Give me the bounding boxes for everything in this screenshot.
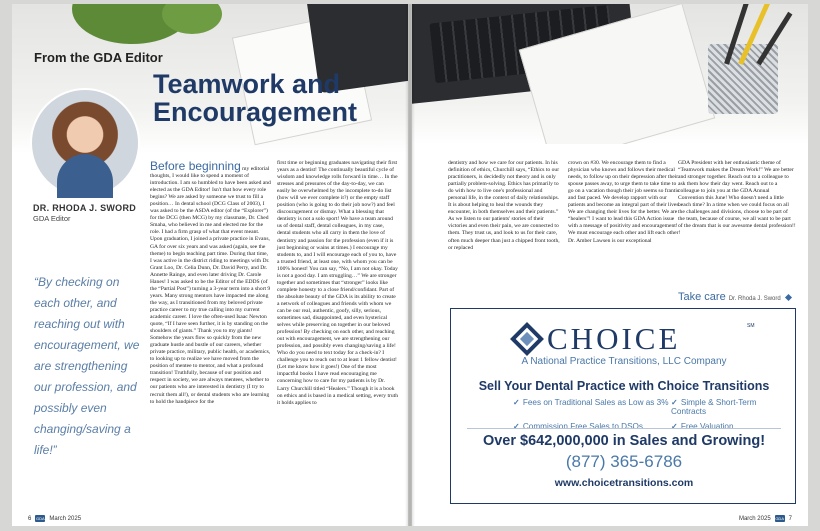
signoff-phrase: Take care xyxy=(678,291,726,303)
check-icon: ✓ xyxy=(671,422,678,431)
ad-brand: CHOICE xyxy=(547,321,681,356)
heart-icon xyxy=(785,294,792,301)
left-page xyxy=(12,4,408,526)
right-column-3 xyxy=(678,160,796,230)
ad-bullet: ✓ Free Valuation xyxy=(671,422,734,431)
title-line-1: Teamwork and xyxy=(153,69,341,99)
ad-bullet: ✓ Commission Free Sales to DSOs xyxy=(513,422,643,431)
right-footer xyxy=(739,515,792,522)
section-kicker: From the GDA Editor xyxy=(34,50,163,65)
ad-company: A National Practice Transitions, LLC Company xyxy=(521,356,727,367)
column-text: first time or beginning graduates navigating their first years as a dentist! The continually beautiful cycle of wisdom and knowledge rolls forward in time… In the stresses and pressures of the day-to-day, we can easily be overwhelmed by the incomplete to-do list (how will we ever complete it?) or the empty staff position (who is going to do their job now?) and feel discouragement or dismay. What a blessing that dentistry is not a solo sport! We have a team around us of dental staff, dental colleagues, in my case, dental students who all carry in them the love of dentistry and passion for the profession (even if it is just beginning or wains at times.) I encourage my students to, and I will encourage each of you to, have a trusted friend, at least one, with whom you can be 100% honest! You can say, “No, I am not okay. Today is not a good day. I am struggling…” We are stronger together and sometimes that “stronger” looks like complete honesty to a close friend/confidant. Part of the absolute beauty of the GDA is its ability to create a network of colleagues and friends with whom we can be our real, authentic, goofy, silly, serious, sometimes sad, disappointed, and even hysterical selves while preserving on together in our beloved profession! By checking on each other, and reaching out with encouragement, we are strengthening our profession, and possibly even changing/saving a life! Who do you need to text today for a check-in? I challenge you to reach out to at least 1 fellow dentist! (Let me know how it goes!) One of the most impactful books I have read encouraging me concerning how to care for my patients is by Dr. Larry Churchill titled “Healers.” Though it is a book on ethics and is based in a medical setting, every truth it holds applies to xyxy=(277,160,399,406)
signoff xyxy=(678,291,791,303)
right-column-1 xyxy=(448,160,562,252)
left-column-2 xyxy=(277,160,398,407)
column-text: my editorial thoughts, I would like to spend a moment of introduction. I am so humbled to have been asked and elected as the GDA Editor! Isn't that how every role begins? We are asked by someone we trust to fill a position… In dental school (DCG Class of 2003), I was asked to be the ASDA editor (of the “Explorer”) for the DCG (then MCG) by my classmate, Dr. Ched Smaha, who believed in me and elected me for the role. I had a firm grasp of what that event meant. Upon graduation, I joined a private practice in Evans, GA for over six years and was asked (again, see the theme) to begin teaching part time. During that time, I was active in the district riding to meetings with Dr. Grant Loo, Dr. Celia Dunn, Dr. David Perry, and Dr. Annette Rainge, and even later driving Dr. Carole Hanes! I was asked to be the Editor of the EDDS (of the “Partial Post”) turning a 3-year term into a short 9 years. Many strong mentors have impacted me along the way, as I transitioned from my beloved private practice career to my true calling into my current academic career. I love the often-used Isaac Newton quote, “If I have seen further, it is by standing on the shoulders of giants.” Thank you to my giants! Somehow the years flow so quickly from the new graduate hustle and bustle of our careers, whether private practice, military, public health, or academics, to looking up to realize we have moved from the position of mentee to mentor, and what a profound transition! Truthfully, because of our position and respect in society, we are always mentees, whether to our patients who are interested in dentistry (I try to recruit them all!), or dental students who are learning to hold the handpiece for the xyxy=(150,166,271,405)
check-icon: ✓ xyxy=(671,398,678,407)
ad-bullet: ✓ Fees on Traditional Sales as Low as 3% xyxy=(513,398,669,407)
lead-in: Before beginning xyxy=(150,159,241,173)
ad-logo xyxy=(515,321,680,357)
choice-transitions-ad[interactable] xyxy=(450,308,796,504)
gda-badge-icon: GDA xyxy=(775,516,784,521)
ad-headline: Sell Your Dental Practice with Choice Transitions xyxy=(478,379,770,393)
article-title xyxy=(153,70,393,126)
check-icon: ✓ xyxy=(513,422,520,431)
column-text: dentistry and how we care for our patients. In his definition of ethics, Churchill says, “Ethics to our practitioners, is decidedly not theory and is only partially problem-solving. Ethics has primarily to do with how to live one's professional and personal life, in the context of daily relationships. It is about helping to heal the wounds they encounter, in both themselves and their patients.” As we listen to our patients' stories of their victories and even their pain, we are connected to them. They trust us, and look to us for their care, often much deeper than just a chipped front tooth, or replaced xyxy=(448,160,560,251)
ad-bullets xyxy=(513,397,793,431)
ad-trademark: SM xyxy=(747,323,755,329)
title-line-2: Encouragement xyxy=(153,97,358,127)
ad-divider xyxy=(467,428,781,429)
choice-diamond-icon xyxy=(510,322,544,356)
issue-date: March 2025 xyxy=(49,515,82,522)
ad-sales-figure: Over $642,000,000 in Sales and Growing! xyxy=(482,433,766,449)
author-name: DR. RHODA J. SWORD xyxy=(33,203,137,213)
ad-phone-link[interactable]: (877) 365-6786 xyxy=(565,452,683,471)
column-text: GDA President with her enthusiastic theme of “Teamwork makes the Dream Work!” We are better and stronger together. Reach out to a colleague to ask them how their day went. Reach out to a colleague to join you at the GDA Annual Convention this June! Who doesn't need a little beach time? In a time when we could focus on all the challenges and divisions, choose to be part of the team, because of course, we all want to be part of the dream that is our awesome dental profession!! xyxy=(678,160,796,230)
pull-quote: “By checking on each other, and reaching out with encouragement, we are strengthening our profession, and possibly even changing/saving a life!” xyxy=(34,275,140,457)
check-icon: ✓ xyxy=(513,398,520,407)
right-page xyxy=(412,4,808,526)
author-role: GDA Editor xyxy=(33,214,71,223)
page-number: 7 xyxy=(788,515,792,522)
ad-website-link[interactable]: www.choicetransitions.com xyxy=(554,477,694,489)
gda-badge-icon: GDA xyxy=(36,516,45,521)
ad-bullet: ✓ Simple & Short-Term Contracts xyxy=(671,398,757,416)
desk-photo-header-right xyxy=(412,4,808,144)
right-column-2 xyxy=(568,160,682,245)
page-number: 6 xyxy=(28,515,32,522)
left-footer xyxy=(28,515,81,522)
left-column-1 xyxy=(150,160,271,406)
page-gutter xyxy=(405,4,415,526)
signoff-name: Dr. Rhoda J. Sword xyxy=(728,296,781,302)
issue-date: March 2025 xyxy=(738,515,771,522)
column-text: crown on #30. We encourage them to find a physician who knows and follows their medical needs, to follow up on their depression after their spouse passes away, to urge them to take time to go on a vacation though their job seems so frantic and fast paced. We develop rapport with our patients and become an integral part of their lives. We are changing their lives for the better. We are “healers”! I want to lead this GDA Action issue with a message of positivity and encouragement! We must encourage each other and lift each other! Dr. Amber Lawsen is our exceptional xyxy=(568,160,681,244)
